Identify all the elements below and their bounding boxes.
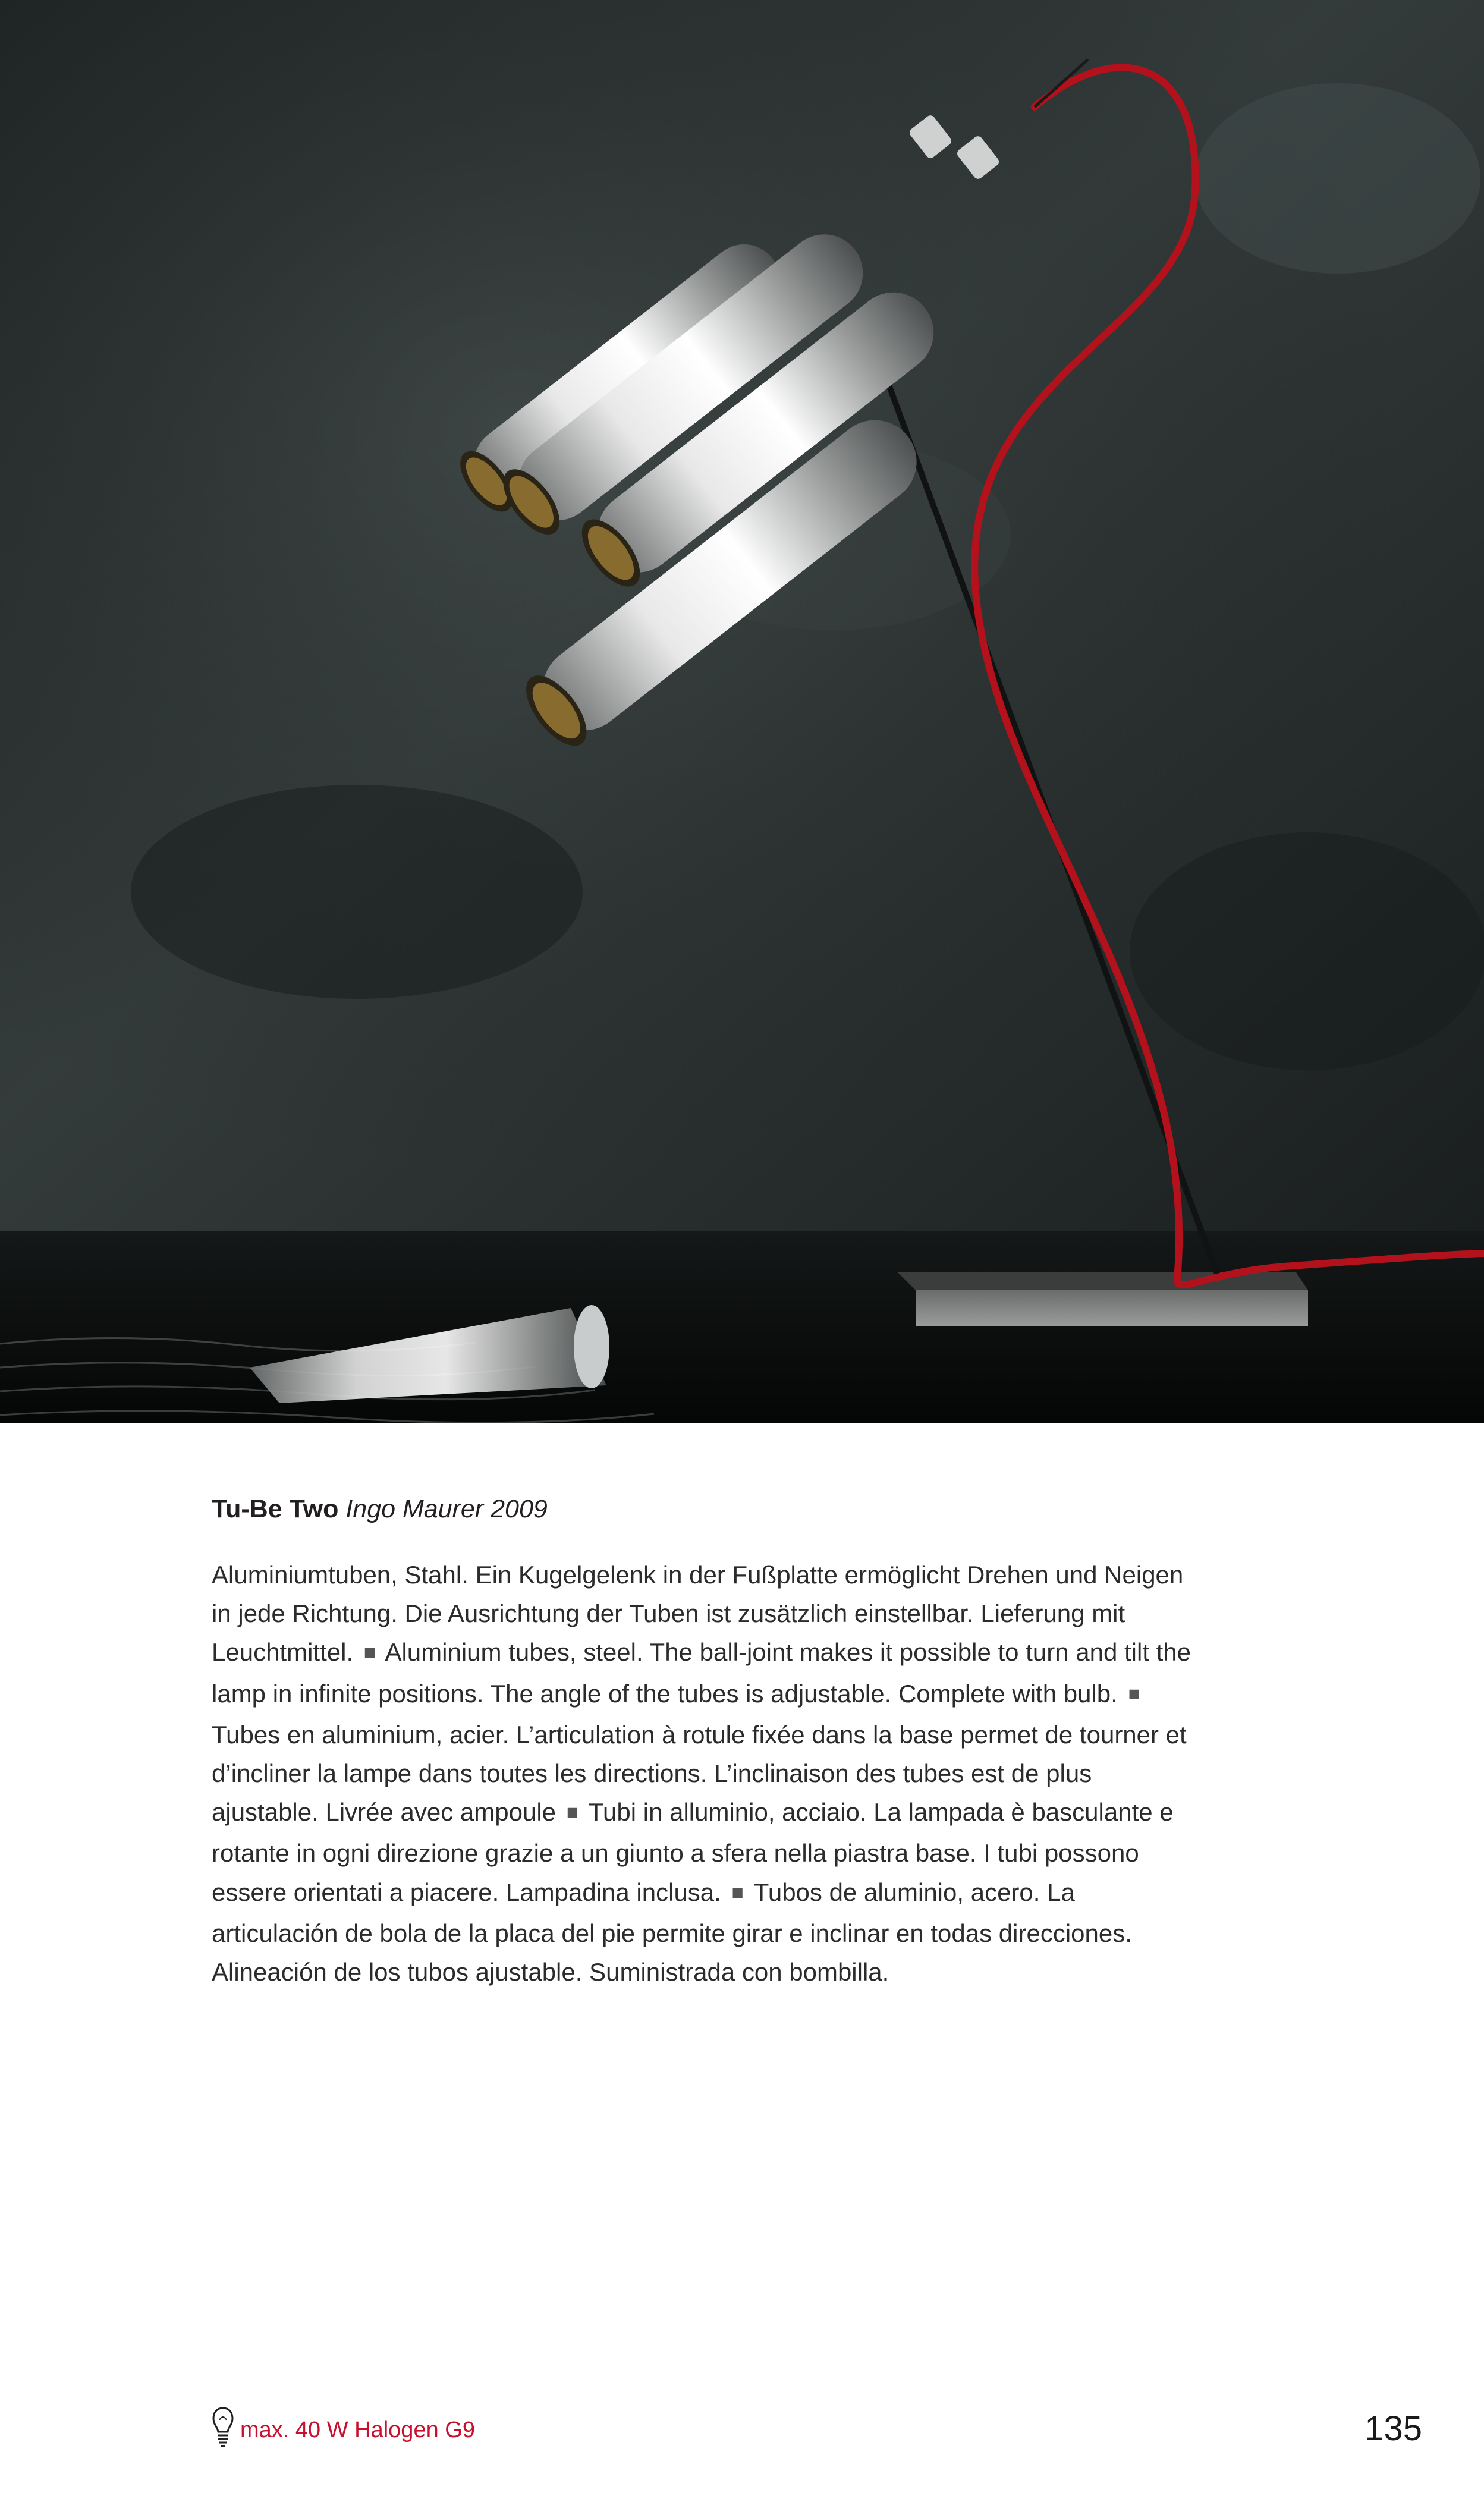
description-de: Aluminiumtuben, Stahl. Ein Kugelgelenk in der Fußplatte ermöglicht Drehen und Neigen in jede Richtung. Die Ausrichtung der Tuben ist zusätzlich einstellbar. Lieferung mit Leuchtmittel. [212, 1561, 1184, 1667]
description-fr: Tubes en aluminium, acier. L’articulation à rotule fixée dans la base permet de tourner et d’incliner la lampe dans toutes les directions. L’inclinaison des tubes est de plus ajustable. Livrée avec ampoule [212, 1720, 1187, 1827]
product-name: Tu-Be Two [212, 1495, 339, 1523]
product-designer-year: Ingo Maurer 2009 [345, 1495, 548, 1523]
description-it: Tubi in alluminio, acciaio. La lampada è basculante e rotante in ogni direzione grazie a un giunto a sfera nella piastra base. I tubi possono essere orientati a piacere. Lampadina inclusa. [212, 1798, 1174, 1906]
reflective-floor [0, 1231, 1484, 1423]
separator-icon: ■ [363, 1642, 376, 1664]
description-en: Aluminium tubes, steel. The ball-joint makes it possible to turn and tilt the lamp in infinite positions. The angle of the tubes is adjustable. Complete with bulb. [212, 1638, 1191, 1708]
separator-icon: ■ [731, 1881, 744, 1904]
bulb-spec: max. 40 W Halogen G9 [240, 2418, 475, 2442]
product-title [212, 1492, 548, 1526]
product-description [212, 1555, 1193, 1991]
separator-icon: ■ [1128, 1683, 1140, 1705]
halogen-bulb-icon [212, 2406, 234, 2453]
separator-icon: ■ [566, 1802, 578, 1824]
lamp-base [898, 1272, 1308, 1326]
page-number: 135 [1364, 2409, 1422, 2448]
description-es: Tubos de aluminio, acero. La articulación de bola de la placa del pie permite girar e inclinar en todas direcciones. Alineación de los tubos ajustable. Suministrada con bombilla. [212, 1878, 1132, 1986]
